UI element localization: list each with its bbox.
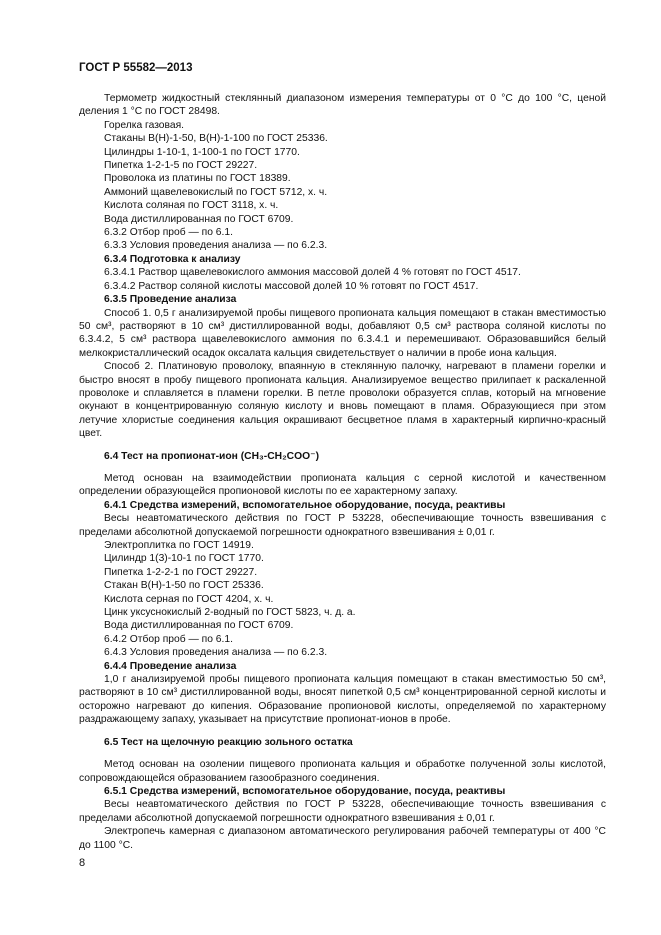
paragraph: Метод основан на взаимодействии пропионата кальция с серной кислотой и качественном определении образующейся пропионовой кислоты по ее характерному запаху.	[79, 472, 606, 498]
section-heading: 6.3.5 Проведение анализа	[104, 294, 237, 306]
paragraph: 6.3.2 Отбор проб — по 6.1.	[104, 227, 233, 239]
paragraph: 6.3.3 Условия проведения анализа — по 6.2.3.	[104, 240, 328, 252]
paragraph: Цилиндры 1-10-1, 1-100-1 по ГОСТ 1770.	[104, 146, 300, 158]
paragraph: 6.3.4.1 Раствор щавелевокислого аммония массовой долей 4 % готовят по ГОСТ 4517.	[104, 267, 521, 279]
paragraph: Стаканы В(Н)-1-50, В(Н)-1-100 по ГОСТ 25336.	[104, 133, 328, 145]
paragraph-gap	[79, 727, 606, 736]
paragraph: Электроплитка по ГОСТ 14919.	[104, 540, 254, 551]
paragraph: Стакан В(Н)-1-50 по ГОСТ 25336.	[104, 580, 264, 592]
paragraph: Весы неавтоматического действия по ГОСТ Р 53228, обеспечивающие точность взвешивания с пределами абсолютной допускаемой погрешности однократного взвешивания ± 0,01 г.	[79, 513, 606, 538]
paragraph: Вода дистиллированная по ГОСТ 6709.	[104, 620, 294, 632]
paragraph: Метод основан на озолении пищевого пропионата кальция и обработке полученной золы кислотой, сопровождающейся образованием газообразного соединения.	[79, 759, 606, 784]
paragraph: 1,0 г анализируемой пробы пищевого пропионата кальция помещают в стакан вместимостью 50 см³, растворяют в 10 см³ дистиллированной воды, вносят пипеткой 0,5 см³ концентрированной серной кислоты и осторожно нагревают до кипения. Образование пропионовой кислоты, определяемой по характерному раздражающему запаху, указывает на присутствие пропионат-ионов в пробе.	[79, 674, 606, 726]
paragraph: 6.4.3 Условия проведения анализа — по 6.2.3.	[104, 647, 328, 659]
paragraph: Весы неавтоматического действия по ГОСТ Р 53228, обеспечивающие точность взвешивания с пределами абсолютной допускаемой погрешности однократного взвешивания ± 0,01 г.	[79, 799, 606, 824]
paragraph: Проволока из платины по ГОСТ 18389.	[104, 173, 291, 185]
paragraph: Способ 1. 0,5 г анализируемой пробы пищевого пропионата кальция помещают в стакан вместимостью 50 см³, растворяют в 10 см³ дистиллированной воды, добавляют 0,5 см³ раствора соляной кислоты по 6.3.4.2, 5 см³ раствора щавелевокислого аммония по 6.3.4.1 и перемешивают. Образовавшийся белый мелкокристаллический осадок оксалата кальция свидетельствует о наличии в пробе иона кальция.	[79, 307, 606, 359]
paragraph: Способ 2. Платиновую проволоку, впаянную в стеклянную палочку, нагревают в пламени горелки и быстро вносят в пробу пищевого пропионата кальция. Анализируемое вещество прилипает к раскаленной проволоке и сплавляется в пламени горелки. В петле проволоки образуется сплав, который на мгновение окунают в концентрированную соляную кислоту и вновь помещают в пламя. Образующиеся при этом летучие хлористые соединения кальция окрашивают бесцветное пламя в характерный кирпично-красный цвет.	[79, 361, 606, 440]
document-header: ГОСТ Р 55582—2013	[79, 62, 193, 74]
paragraph: Цинк уксуснокислый 2-водный по ГОСТ 5823, ч. д. а.	[104, 607, 356, 619]
paragraph: Кислота соляная по ГОСТ 3118, х. ч.	[104, 200, 279, 212]
paragraph: Горелка газовая.	[104, 119, 185, 131]
paragraph: 6.3.4.2 Раствор соляной кислоты массовой долей 10 % готовят по ГОСТ 4517.	[104, 280, 479, 292]
section-heading: 6.5 Тест на щелочную реакцию зольного остатка	[104, 736, 353, 748]
section-heading: 6.5.1 Средства измерений, вспомогательное оборудование, посуда, реактивы	[104, 785, 506, 797]
paragraph-gap	[79, 749, 606, 758]
document-body	[79, 92, 606, 852]
paragraph: Вода дистиллированная по ГОСТ 6709.	[104, 213, 294, 225]
paragraph: Цилиндр 1(3)-10-1 по ГОСТ 1770.	[104, 553, 264, 565]
paragraph-gap	[79, 463, 606, 472]
section-heading: 6.3.4 Подготовка к анализу	[104, 253, 241, 265]
section-heading: 6.4.1 Средства измерений, вспомогательное оборудование, посуда, реактивы	[104, 499, 506, 511]
paragraph: 6.4.2 Отбор проб — по 6.1.	[104, 633, 233, 645]
section-heading: 6.4.4 Проведение анализа	[104, 660, 237, 672]
paragraph: Термометр жидкостный стеклянный диапазоном измерения температуры от 0 °С до 100 °С, ценой деления 1 °С по ГОСТ 28498.	[79, 93, 606, 118]
paragraph: Пипетка 1-2-2-1 по ГОСТ 29227.	[104, 566, 258, 578]
paragraph: Электропечь камерная с диапазоном автоматического регулирования рабочей температуры от 400 °С до 1100 °С.	[79, 826, 606, 851]
paragraph: Кислота серная по ГОСТ 4204, х. ч.	[104, 593, 274, 605]
paragraph-gap	[79, 441, 606, 450]
page-number: 8	[79, 857, 86, 869]
paragraph: Пипетка 1-2-1-5 по ГОСТ 29227.	[104, 160, 258, 172]
section-heading: 6.4 Тест на пропионат-ион (CH₃-CH₂COO⁻)	[104, 450, 319, 462]
paragraph: Аммоний щавелевокислый по ГОСТ 5712, х. ч.	[104, 186, 328, 198]
